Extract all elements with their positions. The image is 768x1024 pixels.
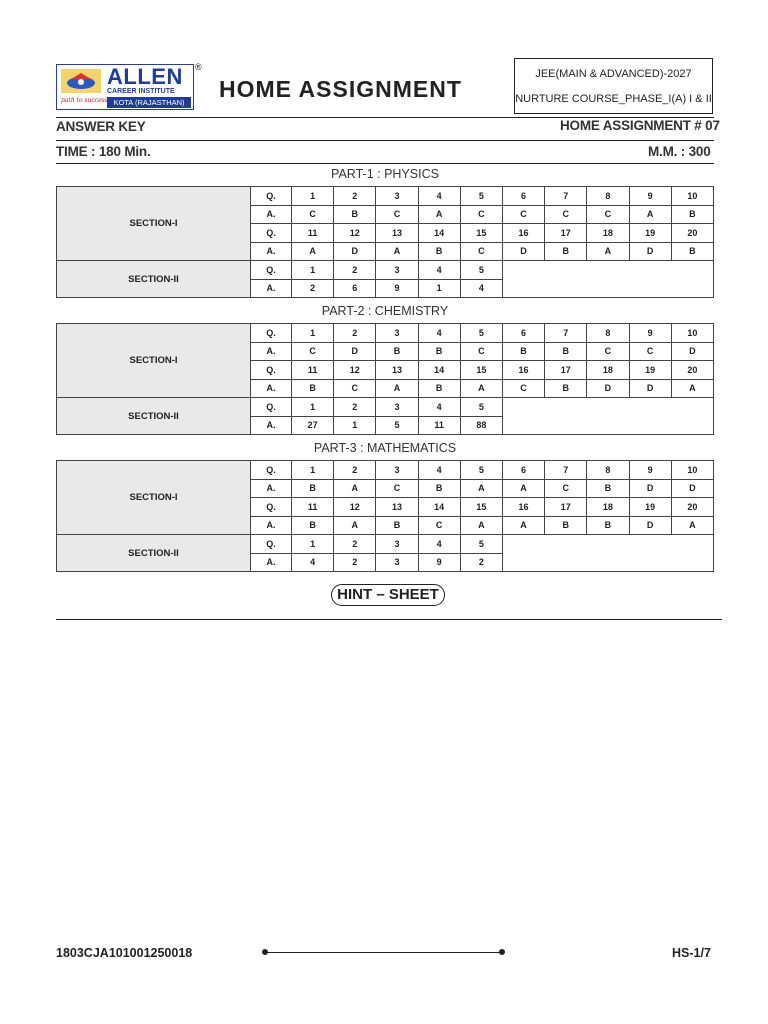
question-number-cell: 11 (292, 224, 334, 243)
answer-cell: C (460, 205, 502, 224)
section-label: SECTION-II (57, 398, 251, 435)
question-number-cell: 2 (334, 535, 376, 554)
question-number-cell: 19 (629, 224, 671, 243)
question-row-label: Q. (251, 187, 292, 206)
answer-cell: B (418, 242, 460, 261)
answer-cell: B (502, 342, 544, 361)
empty-cell (502, 535, 713, 572)
answer-row-label: A. (251, 416, 292, 435)
question-number-cell: 9 (629, 324, 671, 343)
answer-cell: 11 (418, 416, 460, 435)
answer-table (56, 323, 714, 435)
section-label: SECTION-I (57, 187, 251, 261)
question-row-label: Q. (251, 498, 292, 517)
question-number-cell: 2 (334, 461, 376, 480)
answer-row-label: A. (251, 553, 292, 572)
answer-cell: 1 (418, 279, 460, 298)
question-number-cell: 1 (292, 324, 334, 343)
question-number-cell: 18 (587, 361, 629, 380)
answer-cell: C (587, 205, 629, 224)
answer-cell: A (292, 242, 334, 261)
question-number-cell: 10 (671, 324, 713, 343)
answer-cell: C (460, 342, 502, 361)
answer-cell: 2 (292, 279, 334, 298)
answer-cell: A (460, 479, 502, 498)
section-label: SECTION-II (57, 535, 251, 572)
question-number-cell: 8 (587, 324, 629, 343)
answer-cell: D (334, 342, 376, 361)
answer-cell: D (629, 479, 671, 498)
question-row-label: Q. (251, 461, 292, 480)
question-number-cell: 4 (418, 261, 460, 280)
answer-cell: A (502, 516, 544, 535)
answer-cell: 3 (376, 553, 418, 572)
answer-key-label: ANSWER KEY (56, 119, 146, 134)
answer-cell: B (292, 516, 334, 535)
answer-cell: B (545, 516, 587, 535)
time-label: TIME : 180 Min. (56, 144, 151, 159)
answer-cell: 5 (376, 416, 418, 435)
question-number-cell: 5 (460, 461, 502, 480)
question-number-cell: 9 (629, 461, 671, 480)
question-number-cell: 12 (334, 224, 376, 243)
answer-cell: C (292, 342, 334, 361)
section-label: SECTION-I (57, 324, 251, 398)
question-number-cell: 19 (629, 361, 671, 380)
answer-cell: B (376, 516, 418, 535)
answer-cell: C (545, 479, 587, 498)
document-code: 1803CJA101001250018 (56, 946, 193, 960)
logo-location: KOTA (RAJASTHAN) (107, 97, 191, 108)
question-number-cell: 16 (502, 224, 544, 243)
answer-cell: D (629, 379, 671, 398)
answer-cell: A (376, 379, 418, 398)
question-number-cell: 7 (545, 461, 587, 480)
section-label: SECTION-II (57, 261, 251, 298)
answer-row-label: A. (251, 516, 292, 535)
question-number-cell: 14 (418, 224, 460, 243)
table-row (57, 261, 714, 280)
allen-logo (56, 64, 194, 110)
question-number-cell: 5 (460, 187, 502, 206)
question-number-cell: 4 (418, 461, 460, 480)
question-number-cell: 8 (587, 187, 629, 206)
divider (56, 619, 722, 620)
question-number-cell: 5 (460, 261, 502, 280)
question-row-label: Q. (251, 361, 292, 380)
answer-cell: B (587, 516, 629, 535)
answer-cell: 9 (376, 279, 418, 298)
registered-mark-icon: ® (195, 62, 202, 72)
answer-cell: C (502, 379, 544, 398)
answer-cell: B (418, 342, 460, 361)
question-number-cell: 10 (671, 187, 713, 206)
question-number-cell: 20 (671, 224, 713, 243)
question-number-cell: 3 (376, 461, 418, 480)
question-number-cell: 2 (334, 398, 376, 417)
question-number-cell: 14 (418, 498, 460, 517)
answer-cell: C (587, 342, 629, 361)
table-row (57, 535, 714, 554)
question-number-cell: 3 (376, 261, 418, 280)
answer-cell: B (587, 479, 629, 498)
answer-cell: 88 (460, 416, 502, 435)
page-title: HOME ASSIGNMENT (219, 76, 462, 102)
question-number-cell: 4 (418, 398, 460, 417)
answer-cell: A (629, 205, 671, 224)
footer-divider (265, 952, 503, 953)
table-row (57, 187, 714, 206)
answer-cell: D (671, 479, 713, 498)
question-number-cell: 4 (418, 535, 460, 554)
question-row-label: Q. (251, 224, 292, 243)
answer-row-label: A. (251, 279, 292, 298)
answer-cell: A (376, 242, 418, 261)
question-number-cell: 16 (502, 498, 544, 517)
question-row-label: Q. (251, 398, 292, 417)
answer-cell: B (292, 479, 334, 498)
answer-cell: 2 (334, 553, 376, 572)
question-number-cell: 13 (376, 498, 418, 517)
question-number-cell: 18 (587, 498, 629, 517)
question-number-cell: 15 (460, 498, 502, 517)
question-number-cell: 3 (376, 324, 418, 343)
question-number-cell: 2 (334, 187, 376, 206)
answer-cell: A (460, 379, 502, 398)
question-number-cell: 19 (629, 498, 671, 517)
question-number-cell: 1 (292, 261, 334, 280)
question-row-label: Q. (251, 324, 292, 343)
answer-cell: 27 (292, 416, 334, 435)
question-number-cell: 4 (418, 187, 460, 206)
question-number-cell: 5 (460, 324, 502, 343)
question-number-cell: 20 (671, 498, 713, 517)
question-number-cell: 1 (292, 398, 334, 417)
logo-tagline: path to success (61, 97, 108, 104)
part-title: PART-3 : MATHEMATICS (313, 441, 457, 455)
table-row (57, 398, 714, 417)
answer-row-label: A. (251, 379, 292, 398)
question-number-cell: 18 (587, 224, 629, 243)
question-number-cell: 7 (545, 187, 587, 206)
answer-cell: A (460, 516, 502, 535)
course-line-1: JEE(MAIN & ADVANCED)-2027 (535, 68, 692, 80)
answer-cell: B (671, 205, 713, 224)
answer-cell: C (545, 205, 587, 224)
question-number-cell: 13 (376, 361, 418, 380)
answer-cell: 1 (334, 416, 376, 435)
question-number-cell: 2 (334, 261, 376, 280)
question-number-cell: 11 (292, 498, 334, 517)
part-title: PART-2 : CHEMISTRY (321, 304, 449, 318)
question-number-cell: 17 (545, 498, 587, 517)
question-number-cell: 2 (334, 324, 376, 343)
question-row-label: Q. (251, 261, 292, 280)
question-number-cell: 12 (334, 361, 376, 380)
logo-brand: ALLEN (107, 64, 183, 89)
question-number-cell: 17 (545, 361, 587, 380)
answer-cell: B (418, 479, 460, 498)
answer-cell: C (460, 242, 502, 261)
answer-cell: 9 (418, 553, 460, 572)
answer-cell: A (418, 205, 460, 224)
answer-cell: B (376, 342, 418, 361)
question-number-cell: 3 (376, 398, 418, 417)
question-number-cell: 4 (418, 324, 460, 343)
question-number-cell: 1 (292, 535, 334, 554)
answer-cell: D (502, 242, 544, 261)
max-marks-label: M.M. : 300 (648, 144, 711, 159)
answer-cell: C (629, 342, 671, 361)
question-number-cell: 20 (671, 361, 713, 380)
divider (56, 140, 714, 141)
answer-cell: 4 (460, 279, 502, 298)
section-label: SECTION-I (57, 461, 251, 535)
answer-cell: C (502, 205, 544, 224)
bullet-icon (499, 949, 505, 955)
answer-row-label: A. (251, 242, 292, 261)
answer-cell: C (418, 516, 460, 535)
question-number-cell: 11 (292, 361, 334, 380)
answer-cell: A (671, 516, 713, 535)
answer-table (56, 186, 714, 298)
answer-row-label: A. (251, 342, 292, 361)
course-line-2: NURTURE COURSE_PHASE_I(A) I & II (515, 93, 712, 105)
question-number-cell: 15 (460, 361, 502, 380)
question-number-cell: 13 (376, 224, 418, 243)
question-number-cell: 17 (545, 224, 587, 243)
question-number-cell: 1 (292, 187, 334, 206)
question-number-cell: 6 (502, 324, 544, 343)
answer-table (56, 460, 714, 572)
question-number-cell: 8 (587, 461, 629, 480)
answer-cell: A (334, 479, 376, 498)
question-number-cell: 16 (502, 361, 544, 380)
answer-cell: D (629, 516, 671, 535)
question-number-cell: 1 (292, 461, 334, 480)
answer-cell: A (502, 479, 544, 498)
answer-cell: B (334, 205, 376, 224)
answer-cell: C (376, 205, 418, 224)
table-row (57, 324, 714, 343)
answer-cell: B (545, 342, 587, 361)
question-number-cell: 6 (502, 187, 544, 206)
answer-cell: A (587, 242, 629, 261)
answer-row-label: A. (251, 479, 292, 498)
course-info-box (514, 58, 713, 114)
question-number-cell: 7 (545, 324, 587, 343)
answer-cell: D (587, 379, 629, 398)
answer-cell: A (334, 516, 376, 535)
answer-cell: D (629, 242, 671, 261)
question-number-cell: 5 (460, 398, 502, 417)
answer-cell: 2 (460, 553, 502, 572)
divider (56, 163, 714, 164)
assignment-number: HOME ASSIGNMENT # 07 (560, 118, 720, 133)
question-number-cell: 15 (460, 224, 502, 243)
answer-cell: D (334, 242, 376, 261)
question-number-cell: 5 (460, 535, 502, 554)
answer-row-label: A. (251, 205, 292, 224)
answer-cell: C (292, 205, 334, 224)
answer-cell: B (545, 242, 587, 261)
empty-cell (502, 261, 713, 298)
question-number-cell: 12 (334, 498, 376, 517)
answer-cell: B (292, 379, 334, 398)
answer-cell: C (376, 479, 418, 498)
question-number-cell: 14 (418, 361, 460, 380)
answer-cell: C (334, 379, 376, 398)
question-number-cell: 3 (376, 187, 418, 206)
question-number-cell: 3 (376, 535, 418, 554)
lamp-emblem-icon (61, 69, 101, 93)
empty-cell (502, 398, 713, 435)
answer-cell: A (671, 379, 713, 398)
hint-sheet-title: HINT – SHEET (331, 584, 445, 606)
answer-cell: B (418, 379, 460, 398)
answer-cell: B (671, 242, 713, 261)
question-number-cell: 6 (502, 461, 544, 480)
logo-institute: CAREER INSTITUTE (107, 88, 175, 95)
question-number-cell: 9 (629, 187, 671, 206)
page-number: HS-1/7 (672, 946, 711, 960)
question-number-cell: 10 (671, 461, 713, 480)
answer-cell: 6 (334, 279, 376, 298)
answer-cell: B (545, 379, 587, 398)
answer-cell: D (671, 342, 713, 361)
table-row (57, 461, 714, 480)
part-title: PART-1 : PHYSICS (331, 167, 439, 181)
answer-cell: 4 (292, 553, 334, 572)
question-row-label: Q. (251, 535, 292, 554)
